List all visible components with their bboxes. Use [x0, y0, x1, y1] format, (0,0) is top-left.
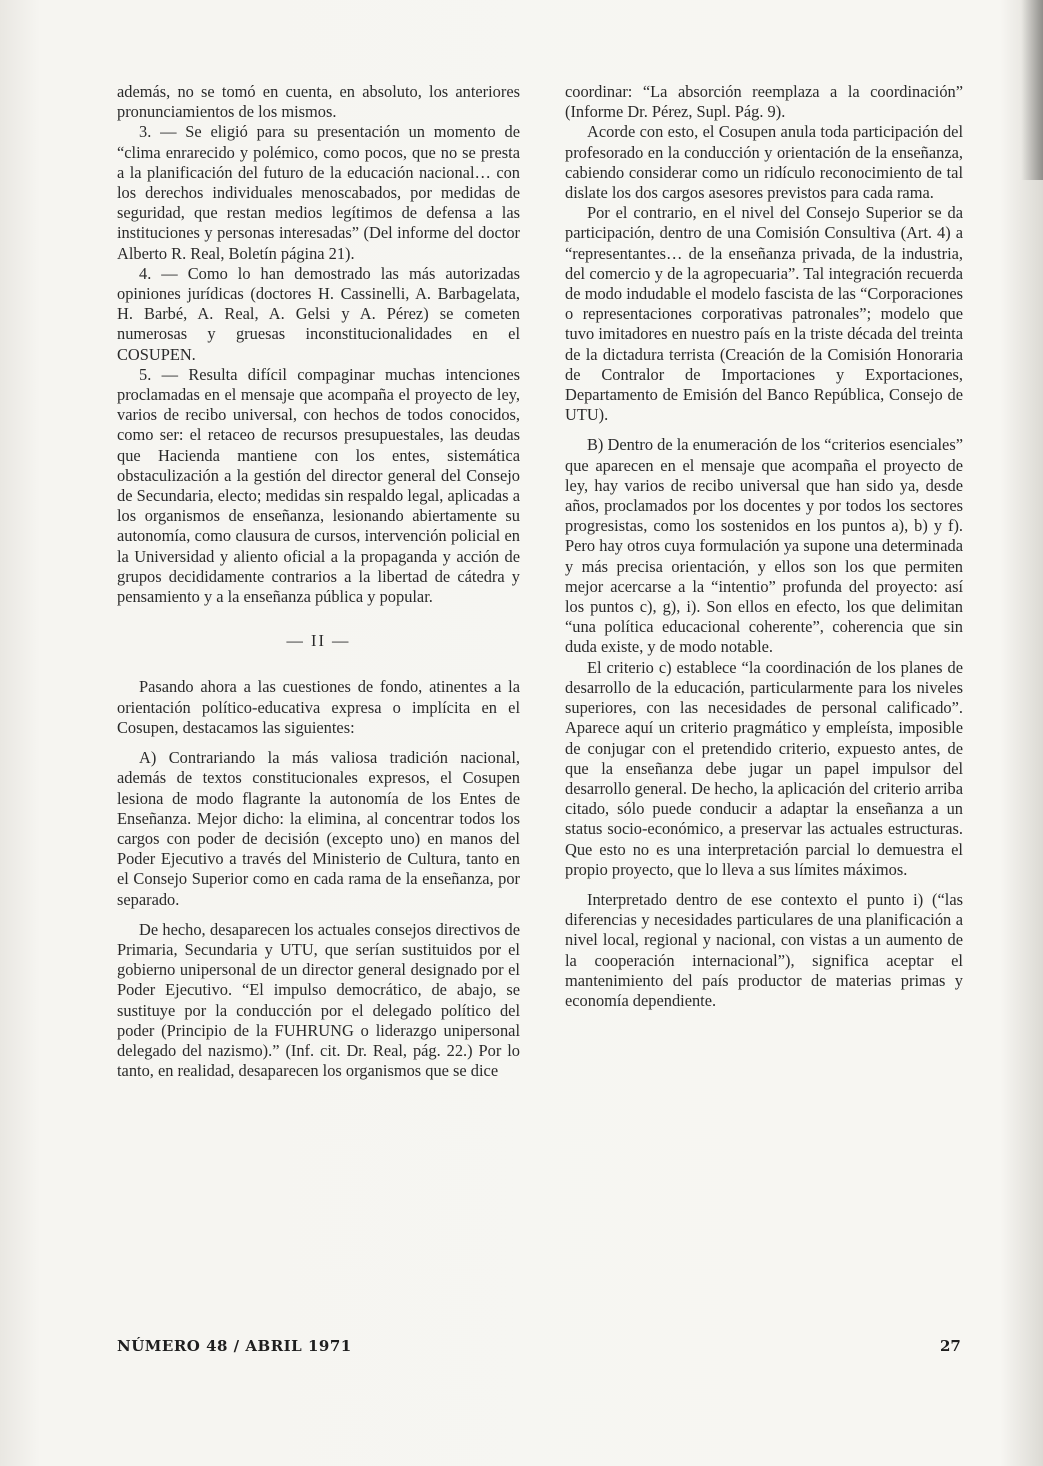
- paragraph: coordinar: “La absorción reemplaza a la coordinación” (Informe Dr. Pérez, Supl. Pág. 9).: [565, 82, 963, 122]
- paragraph: Por el contrario, en el nivel del Consejo Superior se da participación, dentro de una Comisión Consultiva (Art. 4) a “representantes… de la enseñanza privada, de la industria, del comercio y de la agropecuaria”. Tal integración recuerda de modo indudable el modelo fascista de las “Corporaciones o representaciones corporativas patronales”; modelo que tuvo imitadores en nuestro país en la triste década del treinta de la dictadura terrista (Creación de la Comisión Honoraria de Contralor de Importaciones y Exportaciones, Departamento de Emisión del Banco República, Consejo de UTU).: [565, 203, 963, 425]
- paragraph: B) Dentro de la enumeración de los “criterios esenciales” que aparecen en el mensaje que acompaña el proyecto de ley, hay varios de recibo universal que han sido ya, desde años, proclamados por los docentes y por todos los sectores progresistas, como los sostenidos en los puntos a), b) y f). Pero hay otros cuya formulación ya supone una determinada y más precisa orientación, y ellos son los que permiten mejor acercarse a la “intentio” profunda del proyecto: así los puntos c), g), i). Son ellos en efecto, los que delimitan “una política educacional coherente”, coherencia que sin duda existe, y de modo notable.: [565, 435, 963, 657]
- paragraph: además, no se tomó en cuenta, en absoluto, los anteriores pronunciamientos de los mismos.: [117, 82, 520, 122]
- paragraph: 5. — Resulta difícil compaginar muchas intenciones proclamadas en el mensaje que acompaña el proyecto de ley, varios de recibo universal, con hechos de todos conocidos, como ser: el retaceo de recursos presupuestales, las deudas que Hacienda mantiene con los entes, sistemática obstaculización a la gestión del director general del Consejo de Secundaria, electo; medidas sin respaldo legal, aplicadas a los organismos de enseñanza, lesionando abiertamente su autonomía, como clausura de cursos, intervención policial en la Universidad y aliento oficial a la propaganda y acción de grupos decididamente contrarios a la libertad de cátedra y pensamiento y a la enseñanza pública y popular.: [117, 364, 520, 607]
- page-edge-shadow: [1021, 0, 1043, 180]
- page-number: 27: [940, 1337, 961, 1355]
- right-text-column: [565, 82, 963, 1011]
- paragraph: Interpretado dentro de ese contexto el punto i) (“las diferencias y necesidades particulares de una planificación a nivel local, regional y nacional, con vistas a un aumento de la cooperación internacional”), significa aceptar el mantenimiento del país productor de materias primas y economía dependiente.: [565, 889, 963, 1010]
- paragraph: El criterio c) establece “la coordinación de los planes de desarrollo de la educación, particularmente para los niveles superiores, con las necesidades de personal calificado”. Aparece aquí un criterio pragmático y empleísta, imposible de conjugar con el pretendido criterio, expuesto antes, de que la enseñanza debe jugar un papel impulsor del desarrollo general. De hecho, la aplicación del criterio arriba citado, sólo puede conducir a adaptar la enseñanza a un status socio-económico, a preservar las actuales estructuras. Que esto no es una interpretación parcial lo demuestra el propio proyecto, que lo lleva a sus límites máximos.: [565, 657, 963, 879]
- paragraph: 4. — Como lo han demostrado las más autorizadas opiniones jurídicas (doctores H. Cassinelli, A. Barbagelata, H. Barbé, A. Real, A. Gelsi y A. Pérez) se cometen numerosas y gruesas inconstitucionalidades en el COSUPEN.: [117, 263, 520, 364]
- issue-footer: NÚMERO 48 / ABRIL 1971: [117, 1337, 352, 1355]
- left-text-column: [117, 82, 520, 1081]
- paragraph: De hecho, desaparecen los actuales consejos directivos de Primaria, Secundaria y UTU, que serían sustituidos por el gobierno unipersonal de un director general designado por el Poder Ejecutivo. “El impulso democrático, de abajo, se sustituye por la conducción por el delegado político del poder (Principio de la FUHRUNG o liderazgo unipersonal delegado del nazismo).” (Inf. cit. Dr. Real, pág. 22.) Por lo tanto, en realidad, desaparecen los organismos que se dice: [117, 919, 520, 1081]
- paragraph: Pasando ahora a las cuestiones de fondo, atinentes a la orientación político-educativa expresa o implícita en el Cosupen, destacamos las siguientes:: [117, 677, 520, 737]
- paragraph: A) Contrariando la más valiosa tradición nacional, además de textos constitucionales expresos, el Cosupen lesiona de modo flagrante la autonomía de los Entes de Enseñanza. Mejor dicho: la elimina, al concentrar todos los cargos con poder de decisión (excepto uno) en manos del Poder Ejecutivo a través del Ministerio de Cultura, tanto en el Consejo Superior como en cada rama de la enseñanza, por separado.: [117, 748, 520, 909]
- section-heading: — II —: [286, 631, 351, 651]
- paragraph: Acorde con esto, el Cosupen anula toda participación del profesorado en la conducción y orientación de la enseñanza, cabiendo considerar como un ridículo reconocimiento de tal dislate los dos cargos asesores previstos para cada rama.: [565, 122, 963, 203]
- paragraph: 3. — Se eligió para su presentación un momento de “clima enrarecido y polémico, como pocos, que no se presta a la planificación del futuro de la educación nacional… con los derechos individuales menoscabados, por medidas de seguridad, que restan medios legítimos de defensa a las instituciones y personas interesadas” (Del informe del doctor Alberto R. Real, Boletín página 21).: [117, 122, 520, 263]
